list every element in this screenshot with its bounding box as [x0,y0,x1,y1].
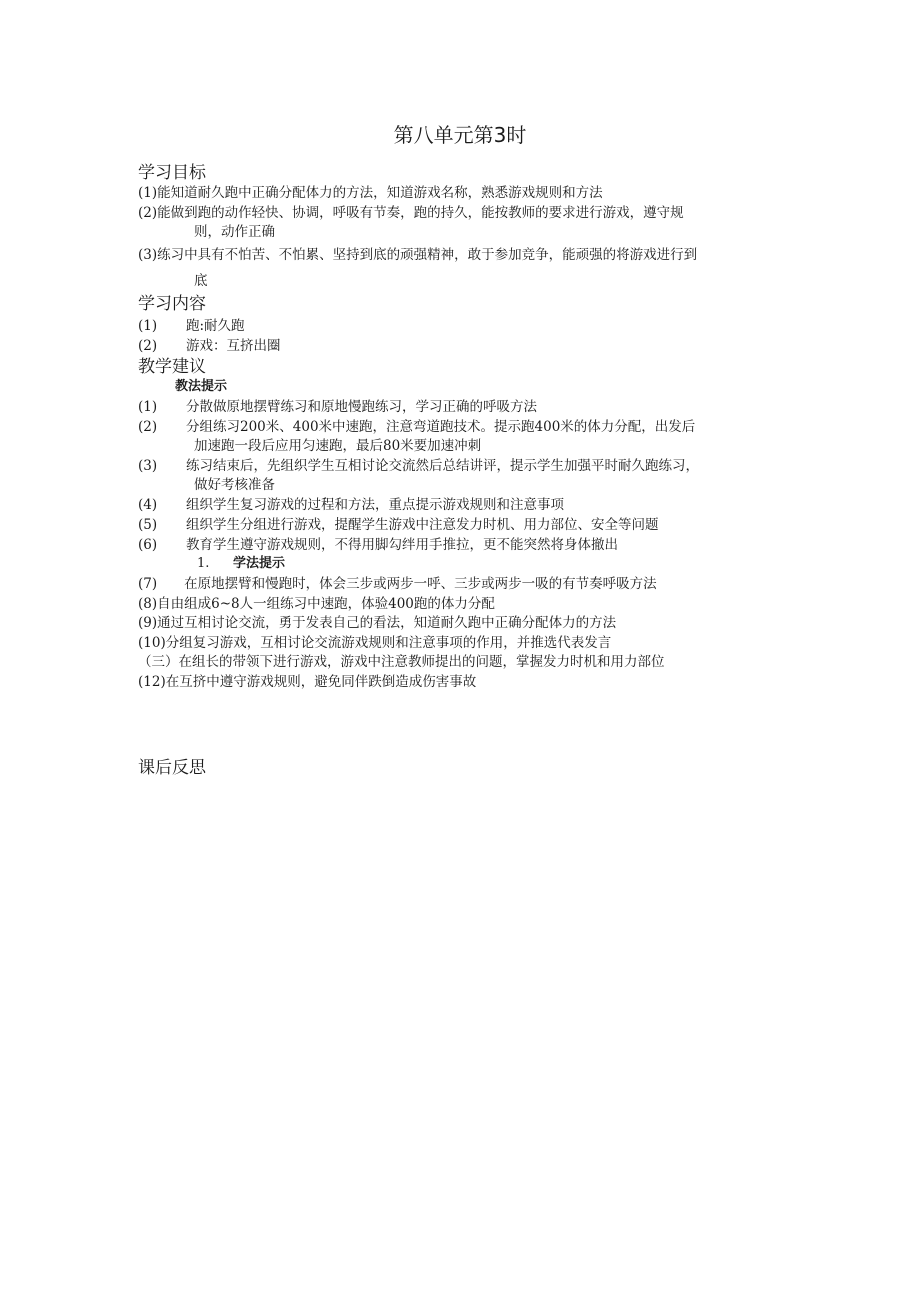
objective-item-3-cont: 底 [194,273,208,289]
teaching-item [138,515,659,535]
teaching-item [138,397,537,417]
teaching-item [138,495,564,515]
teaching-item-num: (1) [138,399,158,415]
learning-item: (8)自由组成6~8人一组练习中速跑，体验400跑的体力分配 [138,596,495,612]
teaching-item-text: 组织学生分组进行游戏，提醒学生游戏中注意发力时机、用力部位、安全等问题 [186,517,659,533]
content-item-num: (1) [138,318,158,334]
suggestions-heading: 教学建议 [138,357,206,377]
teaching-item-num: (3) [138,458,158,474]
teaching-item-num: (4) [138,497,158,513]
teaching-item-cont: 加速跑一段后应用匀速跑，最后80米要加速冲刺 [194,438,482,454]
reflection-heading: 课后反思 [138,758,206,778]
teaching-item-text: 组织学生复习游戏的过程和方法，重点提示游戏规则和注意事项 [186,497,564,513]
learning-hint-num: 1. [197,556,210,571]
learning-item: （三）在组长的带领下进行游戏，游戏中注意教师提出的问题，掌握发力时机和用力部位 [138,654,665,670]
teaching-item-cont: 做好考核准备 [194,477,275,493]
teaching-item-num: (5) [138,517,158,533]
content-heading: 学习内容 [138,294,206,314]
teaching-item [138,417,695,437]
objective-item-1: (1)能知道耐久跑中正确分配体力的方法，知道游戏名称，熟悉游戏规则和方法 [138,185,603,201]
learning-item: (9)通过互相讨论交流，勇于发表自己的看法，知道耐久跑中正确分配体力的方法 [138,615,617,631]
teaching-item-text: 练习结束后，先组织学生互相讨论交流然后总结讲评，提示学生加强平时耐久跑练习， [186,458,699,474]
content-item [138,316,245,336]
objective-item-2-cont: 则，动作正确 [194,224,275,240]
content-item [138,336,281,356]
teaching-item-text: 分组练习200米、400米中速跑，注意弯道跑技术。提示跑400米的体力分配，出发后 [186,419,696,435]
teaching-item-text: 分散做原地摆臂练习和原地慢跑练习，学习正确的呼吸方法 [186,399,537,415]
content-item-text: 游戏：互挤出圈 [186,338,281,354]
teaching-item-text: 教育学生遵守游戏规则，不得用脚勾绊用手推拉，更不能突然将身体撤出 [186,537,618,553]
learning-hint-heading: 学法提示 [233,556,286,571]
learning-item: (7) 在原地摆臂和慢跑时，体会三步或两步一呼、三步或两步一吸的有节奏呼吸方法 [138,576,657,592]
objective-item-3: (3)练习中具有不怕苦、不怕累、坚持到底的顽强精神，敢于参加竞争，能顽强的将游戏进行到 [138,247,698,263]
content-item-num: (2) [138,338,158,354]
teaching-item-num: (2) [138,419,158,435]
objective-item-2: (2)能做到跑的动作轻快、协调，呼吸有节奏，跑的持久，能按教师的要求进行游戏，遵守规 [138,205,684,221]
teaching-item [138,456,699,476]
teaching-hint-heading: 教法提示 [175,379,228,394]
objectives-heading: 学习目标 [138,163,206,183]
learning-item: (12)在互挤中遵守游戏规则，避免同伴跌倒造成伤害事故 [138,674,477,690]
learning-item: (10)分组复习游戏，互相讨论交流游戏规则和注意事项的作用，并推选代表发言 [138,635,612,651]
teaching-item [138,535,618,555]
content-item-text: 跑:耐久跑 [186,318,245,334]
teaching-item-num: (6) [138,537,158,553]
page-title: 第八单元第3时 [393,123,527,147]
